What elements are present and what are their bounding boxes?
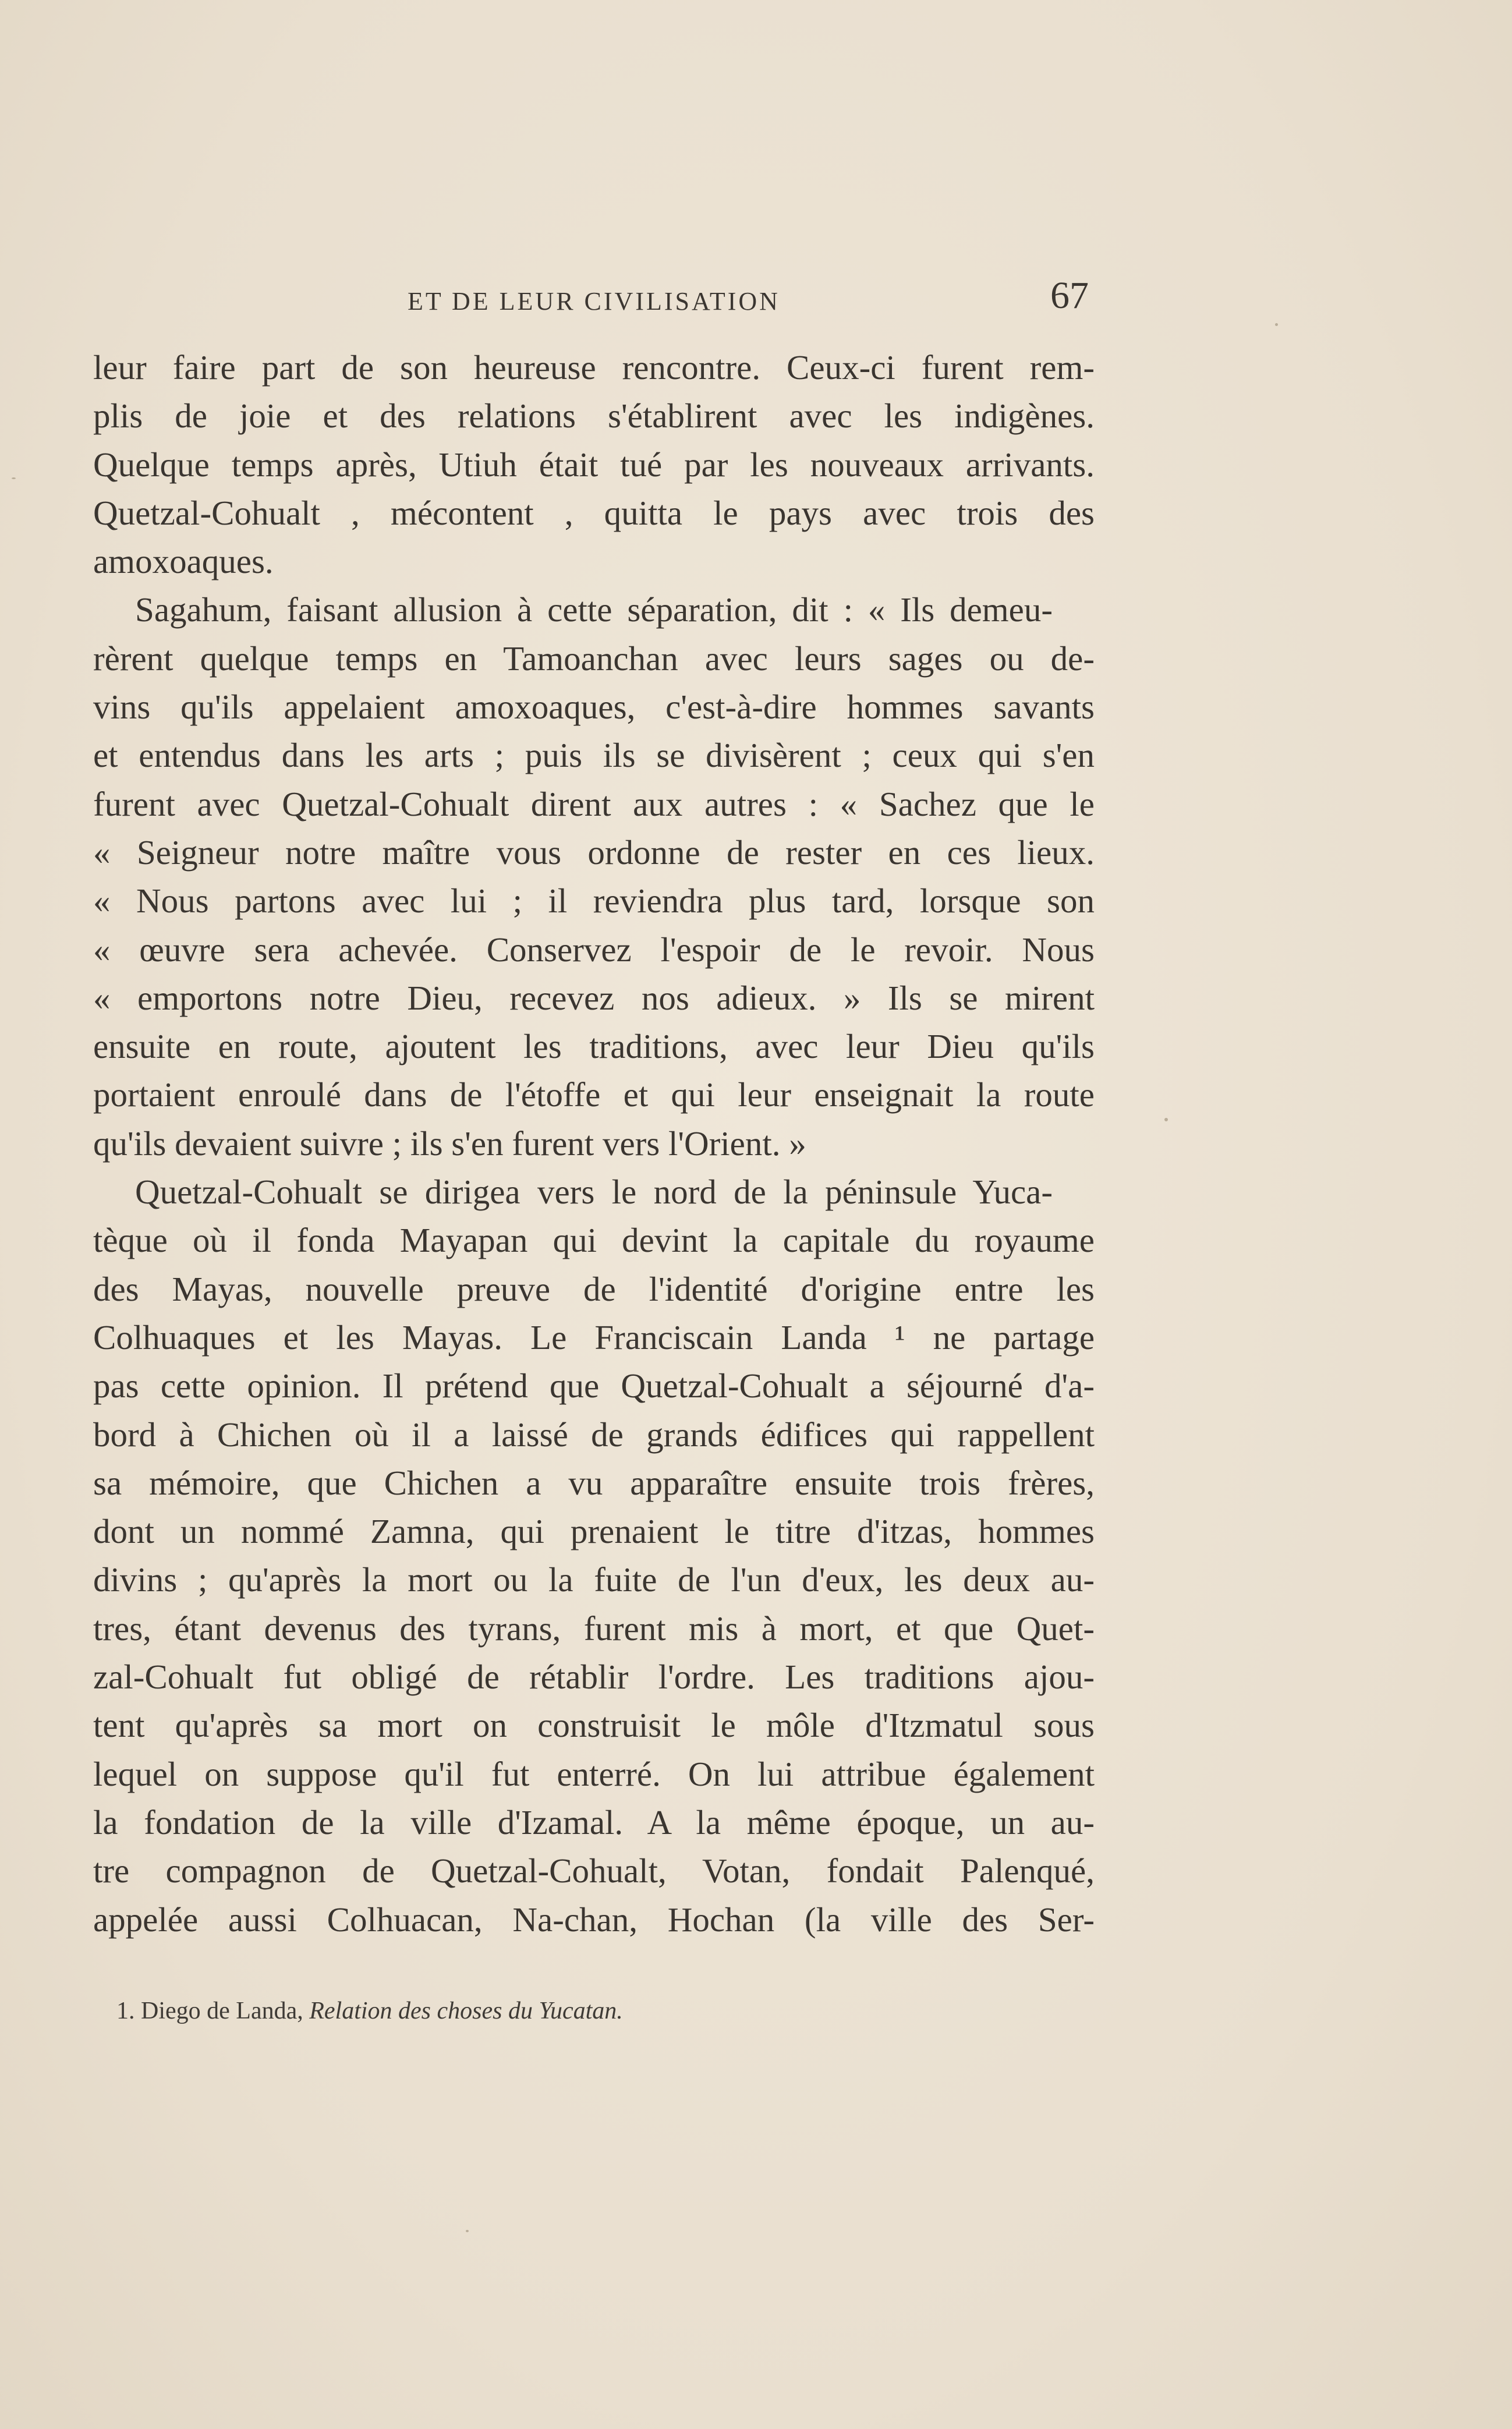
text-line: appelée aussi Colhuacan, Na-chan, Hochan (la ville des Ser-	[93, 1900, 1095, 1939]
text-line: divins ; qu'après la mort ou la fuite de l'un d'eux, les deux au-	[93, 1560, 1095, 1599]
text-line: « Seigneur notre maître vous ordonne de rester en ces lieux.	[93, 833, 1095, 872]
text-line: Sagahum, faisant allusion à cette séparation, dit : « Ils demeu-	[135, 590, 1053, 629]
text-line: rèrent quelque temps en Tamoanchan avec leurs sages ou de-	[93, 639, 1095, 678]
text-line: ensuite en route, ajoutent les traditions, avec leur Dieu qu'ils	[93, 1027, 1095, 1066]
paper-speck	[12, 477, 16, 479]
text-line: leur faire part de son heureuse rencontre. Ceux-ci furent rem-	[93, 348, 1095, 387]
text-line: zal-Cohualt fut obligé de rétablir l'ordre. Les traditions ajou-	[93, 1658, 1095, 1697]
text-line: Quetzal-Cohualt se dirigea vers le nord de la péninsule Yuca-	[135, 1173, 1053, 1212]
text-line: portaient enroulé dans de l'étoffe et qui leur enseignait la route	[93, 1075, 1095, 1114]
text-line: pas cette opinion. Il prétend que Quetzal-Cohualt a séjourné d'a-	[93, 1366, 1095, 1405]
paper-speck	[466, 2230, 469, 2232]
text-line: bord à Chichen où il a laissé de grands édifices qui rappellent	[93, 1415, 1095, 1454]
text-line: et entendus dans les arts ; puis ils se divisèrent ; ceux qui s'en	[93, 736, 1095, 775]
body-text	[93, 344, 1095, 1944]
text-line: Quetzal-Cohualt , mécontent , quitta le pays avec trois des	[93, 493, 1095, 532]
text-line: « œuvre sera achevée. Conservez l'espoir de le revoir. Nous	[93, 930, 1095, 969]
text-line: tre compagnon de Quetzal-Cohualt, Votan, fondait Palenqué,	[93, 1851, 1095, 1890]
text-line: Quelque temps après, Utiuh était tué par les nouveaux arrivants.	[93, 445, 1095, 484]
text-line: tèque où il fonda Mayapan qui devint la capitale du royaume	[93, 1221, 1095, 1260]
text-line: amoxoaques.	[93, 542, 274, 581]
text-line: la fondation de la ville d'Izamal. A la même époque, un au-	[93, 1803, 1095, 1842]
text-line: lequel on suppose qu'il fut enterré. On lui attribue également	[93, 1754, 1095, 1793]
text-line: « emportons notre Dieu, recevez nos adieux. » Ils se mirent	[93, 978, 1095, 1017]
text-line: « Nous partons avec lui ; il reviendra plus tard, lorsque son	[93, 881, 1095, 920]
text-line: sa mémoire, que Chichen a vu apparaître ensuite trois frères,	[93, 1463, 1095, 1502]
footnote-title: Relation des choses du Yucatan.	[309, 1998, 623, 2024]
text-line: Colhuaques et les Mayas. Le Franciscain Landa ¹ ne partage	[93, 1318, 1095, 1357]
text-line: des Mayas, nouvelle preuve de l'identité d'origine entre les	[93, 1269, 1095, 1308]
footnote-text: Diego de Landa,	[141, 1998, 310, 2024]
text-line: qu'ils devaient suivre ; ils s'en furent vers l'Orient. »	[93, 1124, 806, 1163]
text-line: vins qu'ils appelaient amoxoaques, c'est-à-dire hommes savants	[93, 688, 1095, 727]
text-line: dont un nommé Zamna, qui prenaient le titre d'itzas, hommes	[93, 1512, 1095, 1551]
running-head	[93, 274, 1095, 338]
footnote-marker: 1.	[116, 1998, 135, 2024]
running-title: ET DE LEUR CIVILISATION	[408, 287, 780, 316]
text-line: tent qu'après sa mort on construisit le môle d'Itzmatul sous	[93, 1706, 1095, 1745]
paper-speck	[1275, 323, 1278, 326]
page-number: 67	[1050, 274, 1089, 317]
footnote	[116, 1997, 623, 2025]
text-line: plis de joie et des relations s'établirent avec les indigènes.	[93, 396, 1095, 435]
text-line: tres, étant devenus des tyrans, furent mis à mort, et que Quet-	[93, 1609, 1095, 1648]
paper-speck	[1164, 1118, 1168, 1121]
text-line: furent avec Quetzal-Cohualt dirent aux autres : « Sachez que le	[93, 784, 1095, 823]
